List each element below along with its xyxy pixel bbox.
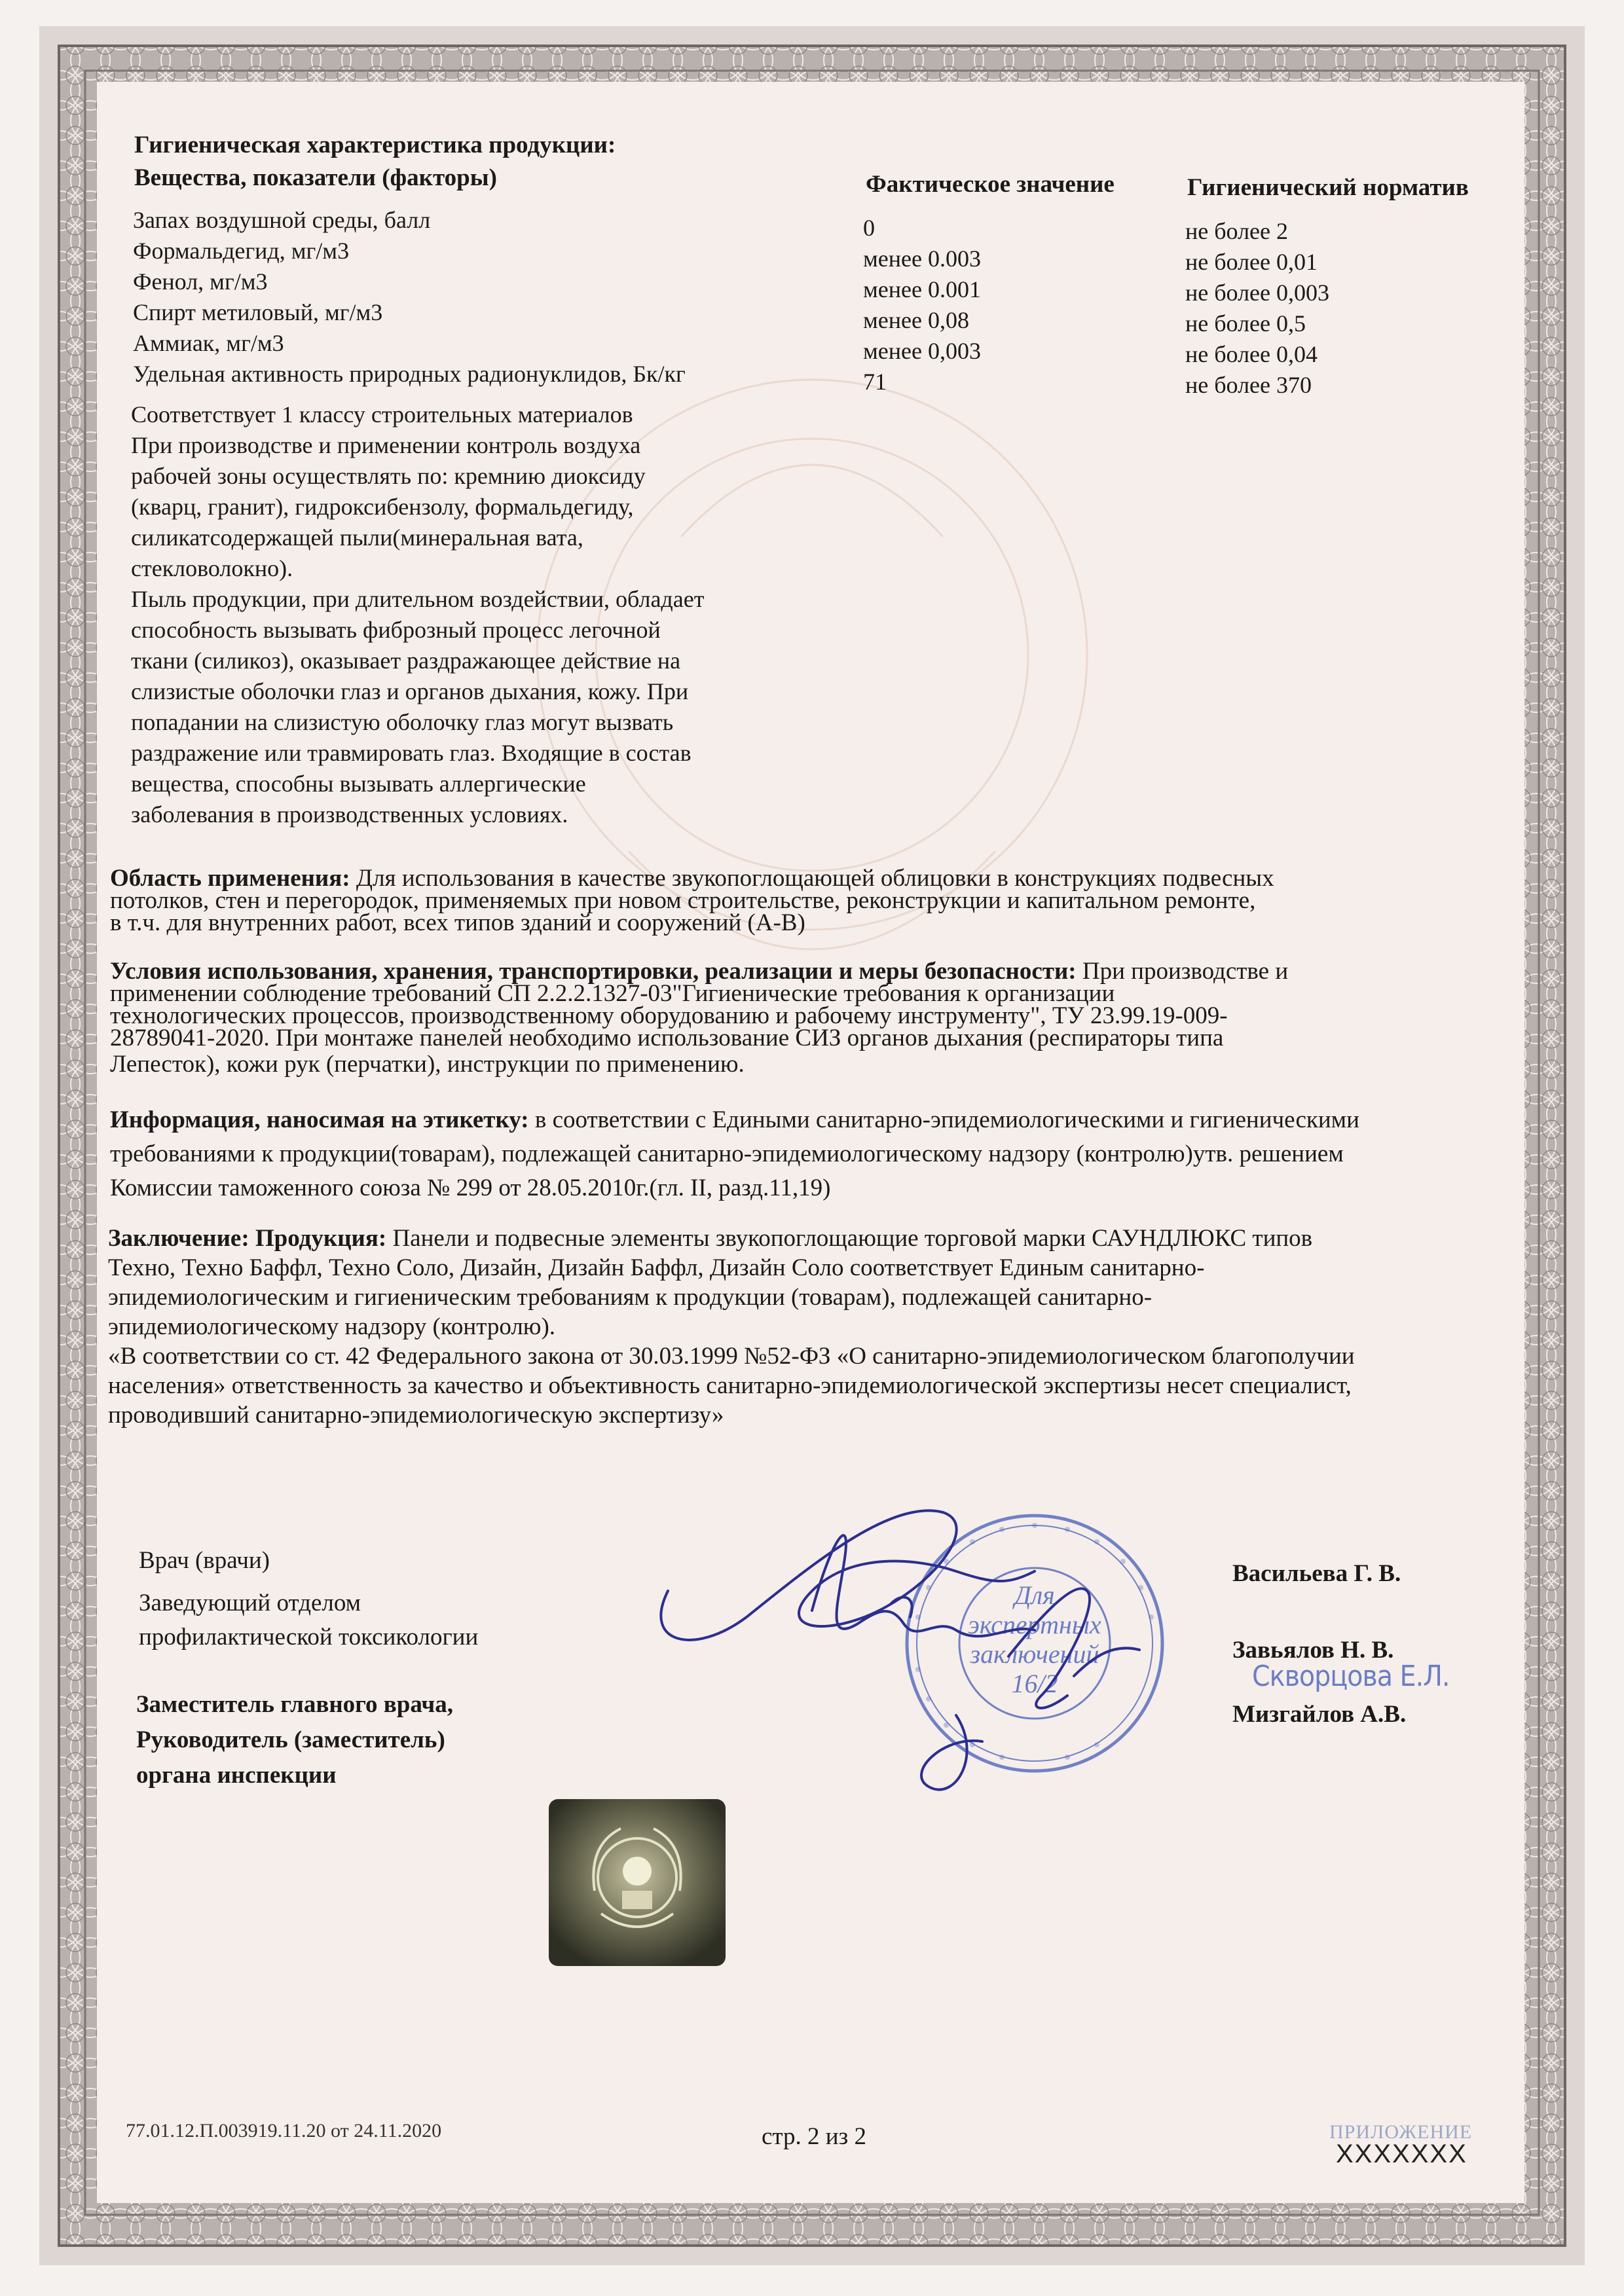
head-title — [139, 1588, 478, 1653]
conclusion-line: Техно, Техно Баффл, Техно Соло, Дизайн, Дизайн Баффл, Дизайн Соло соответствует Единым санитарно- — [108, 1254, 1205, 1281]
stamp-line: Для — [1014, 1580, 1055, 1610]
conclusion-line: проводивший санитарно-эпидемиологическую экспертизу» — [108, 1402, 724, 1429]
conclusion-line: эпидемиологическому надзору (контролю). — [108, 1313, 556, 1340]
table-cell-actual: менее 0.003 — [863, 246, 981, 272]
column-header-actual: Фактическое значение — [866, 171, 1115, 198]
deputy-title — [136, 1689, 453, 1791]
stamp-line: экспертных — [968, 1610, 1101, 1639]
conditions-line: При производстве и — [1076, 958, 1289, 985]
note-line: (кварц, гранит), гидроксибензолу, формальдегиду, — [131, 494, 634, 520]
label-info-line: в соответствии с Едиными санитарно-эпидемиологическими и гигиеническими — [528, 1106, 1359, 1133]
table-row-name: Фенол, мг/м3 — [133, 268, 268, 295]
name-doctor: Васильева Г. В. — [1232, 1560, 1401, 1587]
conditions-label: Условия использования, хранения, транспортировки, реализации и меры безопасности: — [110, 958, 1077, 985]
head-title-line: профилактической токсикологии — [139, 1624, 479, 1650]
table-cell-norm: не более 2 — [1185, 218, 1289, 244]
handwritten-signatures — [616, 1460, 1205, 1827]
doctor-label: Врач (врачи) — [139, 1547, 270, 1574]
scope-line: потолков, стен и перегородок, применяемых при новом строительстве, реконструкции и капитальном ремонте, — [110, 887, 1256, 914]
table-cell-norm: не более 0,5 — [1185, 310, 1306, 337]
serial-number: XXXXXXX — [1336, 2140, 1467, 2168]
appendix-label: ПРИЛОЖЕНИЕ — [1329, 2121, 1473, 2143]
stamp-line: заключений — [970, 1639, 1099, 1669]
table-cell-norm: не более 0,04 — [1185, 341, 1318, 367]
column-header-substance: Вещества, показатели (факторы) — [134, 164, 497, 191]
hygiene-title: Гигиеническая характеристика продукции: — [134, 132, 616, 158]
note-line: Пыль продукции, при длительном воздействии, обладает — [131, 586, 705, 612]
label-info-section — [110, 1104, 1359, 1204]
note-line: силикатсодержащей пыли(минеральная вата, — [131, 524, 583, 551]
table-cell-norm: не более 0,003 — [1185, 280, 1330, 306]
conditions-line: применении соблюдение требований СП 2.2.2.1327-03"Гигиенические требования к организации — [110, 980, 1115, 1007]
note-line: заболевания в производственных условиях. — [131, 801, 568, 828]
table-row-name: Аммиак, мг/м3 — [133, 330, 284, 356]
deputy-title-line: органа инспекции — [136, 1762, 337, 1789]
scope-line: Для использования в качестве звукопоглощающей облицовки в конструкциях подвесных — [350, 865, 1274, 892]
note-line: рабочей зоны осуществлять по: кремнию диоксиду — [131, 463, 646, 489]
table-cell-actual: 0 — [863, 215, 875, 241]
label-info-line: требованиями к продукции(товарам), подлежащей санитарно-эпидемиологическому надзору (контролю)утв. решением — [110, 1140, 1344, 1167]
conditions-section — [110, 956, 1288, 1080]
table-row-name: Спирт метиловый, мг/м3 — [133, 299, 383, 325]
name-head: Завьялов Н. В. — [1232, 1637, 1394, 1664]
hologram-emblem — [549, 1799, 726, 1966]
substance-names — [133, 205, 686, 390]
actual-values — [863, 213, 981, 397]
note-line: стекловолокно). — [131, 555, 293, 581]
scope-label: Область применения: — [110, 865, 350, 892]
note-line: попадании на слизистую оболочку глаз могут вызвать — [131, 709, 674, 735]
conclusion-line: населения» ответственность за качество и объективность санитарно-эпидемиологической экспертизы несет специалист, — [108, 1372, 1352, 1399]
scope-line: в т.ч. для внутренних работ, всех типов зданий и сооружений (А-В) — [110, 909, 805, 936]
deputy-title-line: Заместитель главного врача, — [136, 1691, 453, 1718]
conditions-line: 28789041-2020. При монтаже панелей необходимо использование СИЗ органов дыхания (респираторы типа — [110, 1025, 1224, 1051]
note-line: вещества, способны вызывать аллергические — [131, 771, 586, 797]
note-line: способность вызывать фиброзный процесс легочной — [131, 617, 661, 643]
conclusion-line: Панели и подвесные элементы звукопоглощающие торговой марки САУНДЛЮКС типов — [386, 1225, 1313, 1252]
document-number: 77.01.12.П.003919.11.20 от 24.11.2020 — [126, 2120, 442, 2141]
table-cell-norm: не более 370 — [1185, 372, 1312, 398]
page-number: стр. 2 из 2 — [762, 2123, 866, 2150]
table-row-name: Формальдегид, мг/м3 — [133, 238, 350, 264]
conclusion-line: эпидемиологическим и гигиеническим требованиям к продукции (товарам), подлежащей санитарно- — [108, 1284, 1153, 1311]
column-header-norm: Гигиенический норматив — [1187, 174, 1469, 201]
note-line: Соответствует 1 классу строительных материалов — [131, 401, 633, 428]
note-line: раздражение или травмировать глаз. Входящие в состав — [131, 740, 692, 766]
note-line: слизистые оболочки глаз и органов дыхания, кожу. При — [131, 678, 689, 704]
table-cell-actual: менее 0,003 — [863, 338, 981, 364]
label-info-line: Комиссии таможенного союза № 299 от 28.05.2010г.(гл. II, разд.11,19) — [110, 1175, 831, 1201]
stamp-name: Скворцова Е.Л. — [1252, 1660, 1450, 1693]
table-cell-actual: 71 — [863, 369, 887, 395]
table-row-name: Удельная активность природных радионуклидов, Бк/кг — [133, 361, 686, 387]
table-row-name: Запах воздушной среды, балл — [133, 207, 431, 233]
note-line: При производстве и применении контроль воздуха — [131, 432, 641, 458]
hygiene-notes — [131, 399, 704, 830]
norm-values — [1185, 216, 1329, 401]
table-cell-actual: менее 0,08 — [863, 307, 969, 333]
conclusion-section — [108, 1223, 1355, 1431]
stamp-line: 16/2 — [1011, 1669, 1058, 1698]
head-title-line: Заведующий отделом — [139, 1590, 361, 1616]
conclusion-line: «В соответствии со ст. 42 Федерального закона от 30.03.1999 №52-ФЗ «О санитарно-эпидемиологическом благополучии — [108, 1343, 1355, 1370]
note-line: ткани (силикоз), оказывает раздражающее действие на — [131, 647, 681, 674]
conditions-line: Лепесток), кожи рук (перчатки), инструкции по применению. — [110, 1051, 745, 1078]
scope-section — [110, 863, 1274, 939]
conclusion-label: Заключение: Продукция: — [108, 1225, 387, 1252]
table-cell-actual: менее 0.001 — [863, 276, 981, 302]
label-info-label: Информация, наносимая на этикетку: — [110, 1106, 529, 1133]
table-cell-norm: не более 0,01 — [1185, 249, 1318, 275]
name-deputy: Мизгайлов А.В. — [1232, 1701, 1407, 1728]
deputy-title-line: Руководитель (заместитель) — [136, 1726, 445, 1753]
conditions-line: технологических процессов, производственному оборудованию и рабочему инструменту", ТУ 23.99.19-009- — [110, 1002, 1228, 1029]
